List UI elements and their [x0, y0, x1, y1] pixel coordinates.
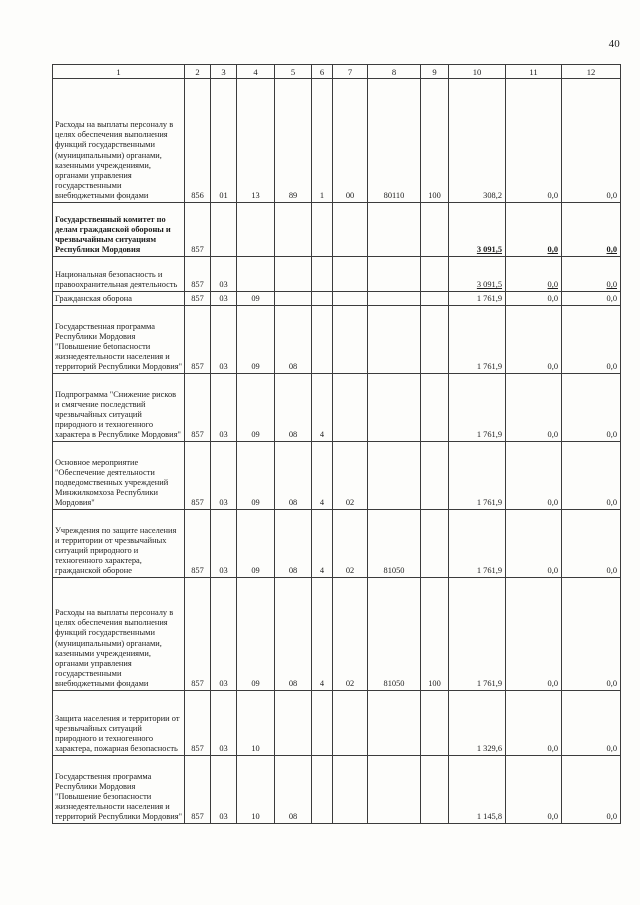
cell-amount-2: 0,0	[506, 292, 562, 306]
cell-expense-type: 100	[421, 578, 449, 691]
cell-amount-2: 0,0	[506, 578, 562, 691]
cell-expense-type	[421, 292, 449, 306]
cell-expense-type	[421, 257, 449, 292]
cell-admin-code: 857	[185, 257, 211, 292]
table-row	[53, 203, 621, 257]
table-row	[53, 374, 621, 442]
cell-direction	[368, 292, 421, 306]
cell-main-activity	[333, 203, 368, 257]
table-row	[53, 756, 621, 824]
table-row	[53, 257, 621, 292]
row-name: Государственная программа Республики Мордовия "Повышение беtoпасности жизнедеятельности населения и территорий Республики Мордовия"	[53, 306, 185, 374]
column-header: 7	[333, 65, 368, 79]
column-header: 4	[237, 65, 275, 79]
cell-amount: 1 145,8	[449, 756, 506, 824]
cell-amount: 308,2	[449, 79, 506, 203]
cell-subprogram	[312, 691, 333, 756]
cell-subsection	[237, 203, 275, 257]
cell-subsection: 10	[237, 691, 275, 756]
cell-subsection: 09	[237, 442, 275, 510]
cell-section	[211, 203, 237, 257]
cell-amount-3: 0,0	[562, 374, 621, 442]
cell-main-activity	[333, 306, 368, 374]
cell-subsection: 09	[237, 292, 275, 306]
cell-direction	[368, 257, 421, 292]
column-header: 12	[562, 65, 621, 79]
cell-amount: 1 329,6	[449, 691, 506, 756]
cell-expense-type	[421, 442, 449, 510]
row-name: Подпрограмма "Снижение рисков и смягчение последствий чрезвычайных ситуаций природного и техногенного характера в Республике Мордовия"	[53, 374, 185, 442]
cell-amount-3: 0,0	[562, 442, 621, 510]
cell-subsection: 09	[237, 510, 275, 578]
column-header: 10	[449, 65, 506, 79]
row-name: Защита населения и территории от чрезвычайных ситуаций природного и техногенного характера, пожарная безопасность	[53, 691, 185, 756]
cell-expense-type	[421, 691, 449, 756]
table-row	[53, 442, 621, 510]
cell-program	[275, 257, 312, 292]
header-row	[53, 65, 621, 79]
cell-section: 01	[211, 79, 237, 203]
cell-section: 03	[211, 257, 237, 292]
cell-program	[275, 292, 312, 306]
page-number: 40	[608, 38, 620, 50]
column-header: 9	[421, 65, 449, 79]
cell-amount: 1 761,9	[449, 510, 506, 578]
cell-admin-code: 857	[185, 203, 211, 257]
cell-admin-code: 857	[185, 442, 211, 510]
cell-main-activity: 02	[333, 442, 368, 510]
row-name: Гражданская оборона	[53, 292, 185, 306]
cell-admin-code: 857	[185, 306, 211, 374]
column-header: 3	[211, 65, 237, 79]
cell-program: 08	[275, 306, 312, 374]
cell-admin-code: 856	[185, 79, 211, 203]
cell-amount-2: 0,0	[506, 756, 562, 824]
column-header: 5	[275, 65, 312, 79]
cell-amount: 3 091,5	[449, 257, 506, 292]
cell-direction	[368, 306, 421, 374]
cell-subprogram: 4	[312, 442, 333, 510]
cell-main-activity	[333, 292, 368, 306]
table-row	[53, 306, 621, 374]
table-row	[53, 691, 621, 756]
cell-subsection: 09	[237, 306, 275, 374]
cell-main-activity: 00	[333, 79, 368, 203]
cell-amount-2: 0,0	[506, 442, 562, 510]
cell-program: 08	[275, 510, 312, 578]
cell-subprogram	[312, 292, 333, 306]
cell-amount-3: 0,0	[562, 306, 621, 374]
cell-amount: 1 761,9	[449, 306, 506, 374]
budget-table	[52, 64, 621, 824]
cell-main-activity	[333, 257, 368, 292]
cell-section: 03	[211, 292, 237, 306]
cell-program: 08	[275, 442, 312, 510]
cell-amount-3: 0,0	[562, 79, 621, 203]
row-name: Национальная безопасность и правоохранительная деятельность	[53, 257, 185, 292]
cell-amount-3: 0,0	[562, 203, 621, 257]
cell-amount: 3 091,5	[449, 203, 506, 257]
cell-direction: 80110	[368, 79, 421, 203]
row-name: Расходы на выплаты персоналу в целях обеспечения выполнения функций государственными (муниципальными) органами, казенными учреждениями, органами управления государственными внебюджетными фондами	[53, 79, 185, 203]
table-row	[53, 79, 621, 203]
cell-amount-3: 0,0	[562, 292, 621, 306]
cell-subprogram	[312, 306, 333, 374]
cell-program: 08	[275, 756, 312, 824]
cell-amount-3: 0,0	[562, 510, 621, 578]
cell-amount-3: 0,0	[562, 756, 621, 824]
cell-subprogram: 4	[312, 374, 333, 442]
cell-amount-3: 0,0	[562, 257, 621, 292]
cell-main-activity: 02	[333, 578, 368, 691]
cell-amount-2: 0,0	[506, 510, 562, 578]
row-name: Государствення программа Республики Мордовия "Повышение безопасности жизнедеятельности населения и территорий Республики Мордовия"	[53, 756, 185, 824]
cell-amount-2: 0,0	[506, 306, 562, 374]
cell-amount-2: 0,0	[506, 257, 562, 292]
cell-expense-type	[421, 510, 449, 578]
cell-program	[275, 203, 312, 257]
cell-amount-2: 0,0	[506, 374, 562, 442]
cell-direction	[368, 203, 421, 257]
cell-main-activity	[333, 756, 368, 824]
column-header: 2	[185, 65, 211, 79]
cell-amount: 1 761,9	[449, 578, 506, 691]
cell-expense-type	[421, 306, 449, 374]
cell-amount-2: 0,0	[506, 203, 562, 257]
cell-admin-code: 857	[185, 374, 211, 442]
cell-direction: 81050	[368, 578, 421, 691]
cell-amount: 1 761,9	[449, 442, 506, 510]
cell-main-activity	[333, 374, 368, 442]
cell-section: 03	[211, 306, 237, 374]
column-header: 1	[53, 65, 185, 79]
cell-expense-type	[421, 374, 449, 442]
cell-expense-type	[421, 203, 449, 257]
cell-section: 03	[211, 374, 237, 442]
cell-subprogram: 1	[312, 79, 333, 203]
cell-subprogram: 4	[312, 510, 333, 578]
table-row	[53, 292, 621, 306]
cell-section: 03	[211, 510, 237, 578]
cell-program	[275, 691, 312, 756]
row-name: Основное мероприятие "Обеспечение деятельности подведомственных учреждений Минжилкомхоза Республики Мордовия"	[53, 442, 185, 510]
cell-subprogram	[312, 203, 333, 257]
cell-subsection: 09	[237, 374, 275, 442]
table-row	[53, 510, 621, 578]
cell-expense-type: 100	[421, 79, 449, 203]
cell-section: 03	[211, 756, 237, 824]
cell-subsection	[237, 257, 275, 292]
cell-amount: 1 761,9	[449, 292, 506, 306]
cell-program: 89	[275, 79, 312, 203]
cell-subsection: 10	[237, 756, 275, 824]
cell-amount-2: 0,0	[506, 79, 562, 203]
table-row	[53, 578, 621, 691]
cell-subsection: 13	[237, 79, 275, 203]
cell-direction: 81050	[368, 510, 421, 578]
cell-main-activity: 02	[333, 510, 368, 578]
cell-amount: 1 761,9	[449, 374, 506, 442]
cell-subprogram	[312, 257, 333, 292]
cell-expense-type	[421, 756, 449, 824]
cell-admin-code: 857	[185, 756, 211, 824]
cell-subsection: 09	[237, 578, 275, 691]
cell-section: 03	[211, 442, 237, 510]
column-header: 11	[506, 65, 562, 79]
cell-amount-3: 0,0	[562, 578, 621, 691]
cell-admin-code: 857	[185, 510, 211, 578]
cell-amount-2: 0,0	[506, 691, 562, 756]
cell-section: 03	[211, 578, 237, 691]
cell-admin-code: 857	[185, 691, 211, 756]
cell-main-activity	[333, 691, 368, 756]
cell-admin-code: 857	[185, 292, 211, 306]
cell-program: 08	[275, 374, 312, 442]
cell-direction	[368, 756, 421, 824]
cell-amount-3: 0,0	[562, 691, 621, 756]
column-header: 8	[368, 65, 421, 79]
cell-admin-code: 857	[185, 578, 211, 691]
column-header: 6	[312, 65, 333, 79]
cell-direction	[368, 691, 421, 756]
cell-subprogram	[312, 756, 333, 824]
cell-direction	[368, 374, 421, 442]
row-name: Расходы на выплаты персоналу в целях обеспечения выполнения функций государственными (муниципальными) органами, казенными учреждениями, органами управления государственными внебюджетными фондами	[53, 578, 185, 691]
cell-direction	[368, 442, 421, 510]
cell-section: 03	[211, 691, 237, 756]
cell-program: 08	[275, 578, 312, 691]
row-name: Государственный комитет по делам гражданской обороны и чрезвычайным ситуациям Республики Мордовия	[53, 203, 185, 257]
cell-subprogram: 4	[312, 578, 333, 691]
row-name: Учреждения по защите населения и территории от чрезвычайных ситуаций природного и техногенного характера, гражданской обороне	[53, 510, 185, 578]
